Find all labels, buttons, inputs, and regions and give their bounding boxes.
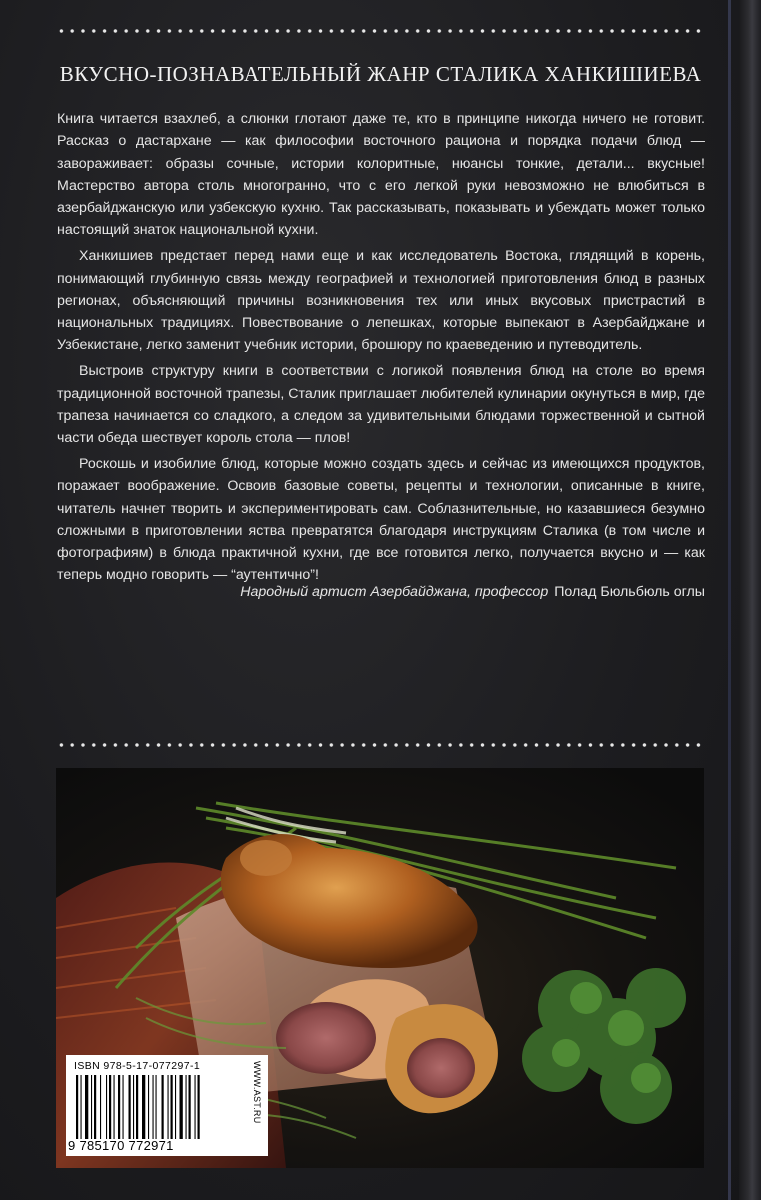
barcode-bar: [198, 1075, 200, 1139]
review-paragraph: Роскошь и изобилие блюд, которые можно создать здесь и сейчас из имеющихся продуктов, поражает воображение. Освоив базовые советы, рецепты и технологии, описанные в книге, читатель начнет творить и экспериментировать сам. Соблазнительные, но казавшиеся безумно сложными в приготовлении яства превратятся благодаря инструкциям Сталика (в том числе и фотографиям) в блюда практичной кухни, где все готовится легко, получается вкусно и — как теперь модно говорить — “аутентично”!: [57, 455, 705, 584]
publisher-website: WWW.AST.RU: [252, 1061, 262, 1124]
barcode-bar: [186, 1075, 187, 1139]
barcode-bar: [195, 1075, 196, 1139]
middle-dotted-divider: [56, 742, 704, 748]
barcode-bar: [114, 1075, 115, 1139]
barcode-bar: [162, 1075, 164, 1139]
barcode-bar: [133, 1075, 134, 1139]
barcode-digits: 9 785170 772971: [68, 1138, 174, 1153]
barcode-bar: [94, 1075, 96, 1139]
barcode-bar: [118, 1075, 120, 1139]
barcode-bar: [109, 1075, 111, 1139]
barcode-bar: [156, 1075, 157, 1139]
barcode-bar: [91, 1075, 92, 1139]
barcode-bar: [171, 1075, 173, 1139]
barcode-block: [66, 1055, 268, 1156]
barcode-bar: [168, 1075, 169, 1139]
barcode-bar: [153, 1075, 154, 1139]
barcode-bar: [142, 1075, 145, 1139]
signature-name: Полад Бюльбюль оглы: [554, 584, 705, 600]
barcode-bar: [81, 1075, 82, 1139]
signature-role: Народный артист Азербайджана, профессор: [240, 584, 549, 600]
barcode-bar: [136, 1075, 138, 1139]
barcode-bar: [189, 1075, 191, 1139]
spine-edge: [739, 0, 761, 1200]
barcode-bars: [74, 1075, 242, 1139]
barcode-bar: [175, 1075, 176, 1139]
review-paragraph: Ханкишиев предстает перед нами еще и как исследователь Востока, глядящий в корень, понимающий глубинную связь между географией и технологией приготовления блюд в разных регионах, объясняющий причины возникновения тех или иных вкусовых пристрастий в национальных традициях. Повествование о лепешках, которые выпекают в Азербайджане и Узбекистане, легко заменит учебник истории, брошюру по краеведению и путеводитель.: [57, 248, 705, 354]
top-dotted-divider: [56, 28, 704, 34]
barcode-bar: [76, 1075, 78, 1139]
barcode-bar: [148, 1075, 149, 1139]
isbn-number: ISBN 978-5-17-077297-1: [74, 1060, 201, 1072]
barcode-bar: [100, 1075, 101, 1139]
barcode-bar: [123, 1075, 124, 1139]
review-paragraph: Выстроив структуру книги в соответствии с логикой появления блюд на столе во время традиционной восточной трапезы, Сталик приглашает любителей кулинарии окунуться в мир, где трапеза начинается со сладкого, а следом за удивительными блюдами торжественной и сытной части обеда шествует король стола — плов!: [57, 363, 705, 447]
barcode-bar: [129, 1075, 131, 1139]
barcode-bar: [180, 1075, 183, 1139]
review-paragraph: Книга читается взахлеб, а слюнки глотают даже те, кто в принципе никогда ничего не готовит. Рассказ о дастархане — как философии восточного рациона и порядка подачи блюд — завораживает: образы сочные, истории колоритные, нюансы тонкие, детали... вкусные! Мастерство автора столь многогранно, что с его легкой руки невозможно не влюбиться в азербайджанскую или узбекскую кухню. Так рассказывать, показывать и убеждать может только настоящий знаток национальной кухни.: [57, 111, 705, 239]
cover-heading: ВКУСНО-ПОЗНАВАТЕЛЬНЫЙ ЖАНР СТАЛИКА ХАНКИШИЕВА: [59, 62, 702, 86]
review-signature: [240, 584, 705, 600]
review-text: [57, 108, 705, 590]
barcode-bar: [85, 1075, 88, 1139]
barcode-bar: [106, 1075, 107, 1139]
spine-stripe: [728, 0, 731, 1200]
